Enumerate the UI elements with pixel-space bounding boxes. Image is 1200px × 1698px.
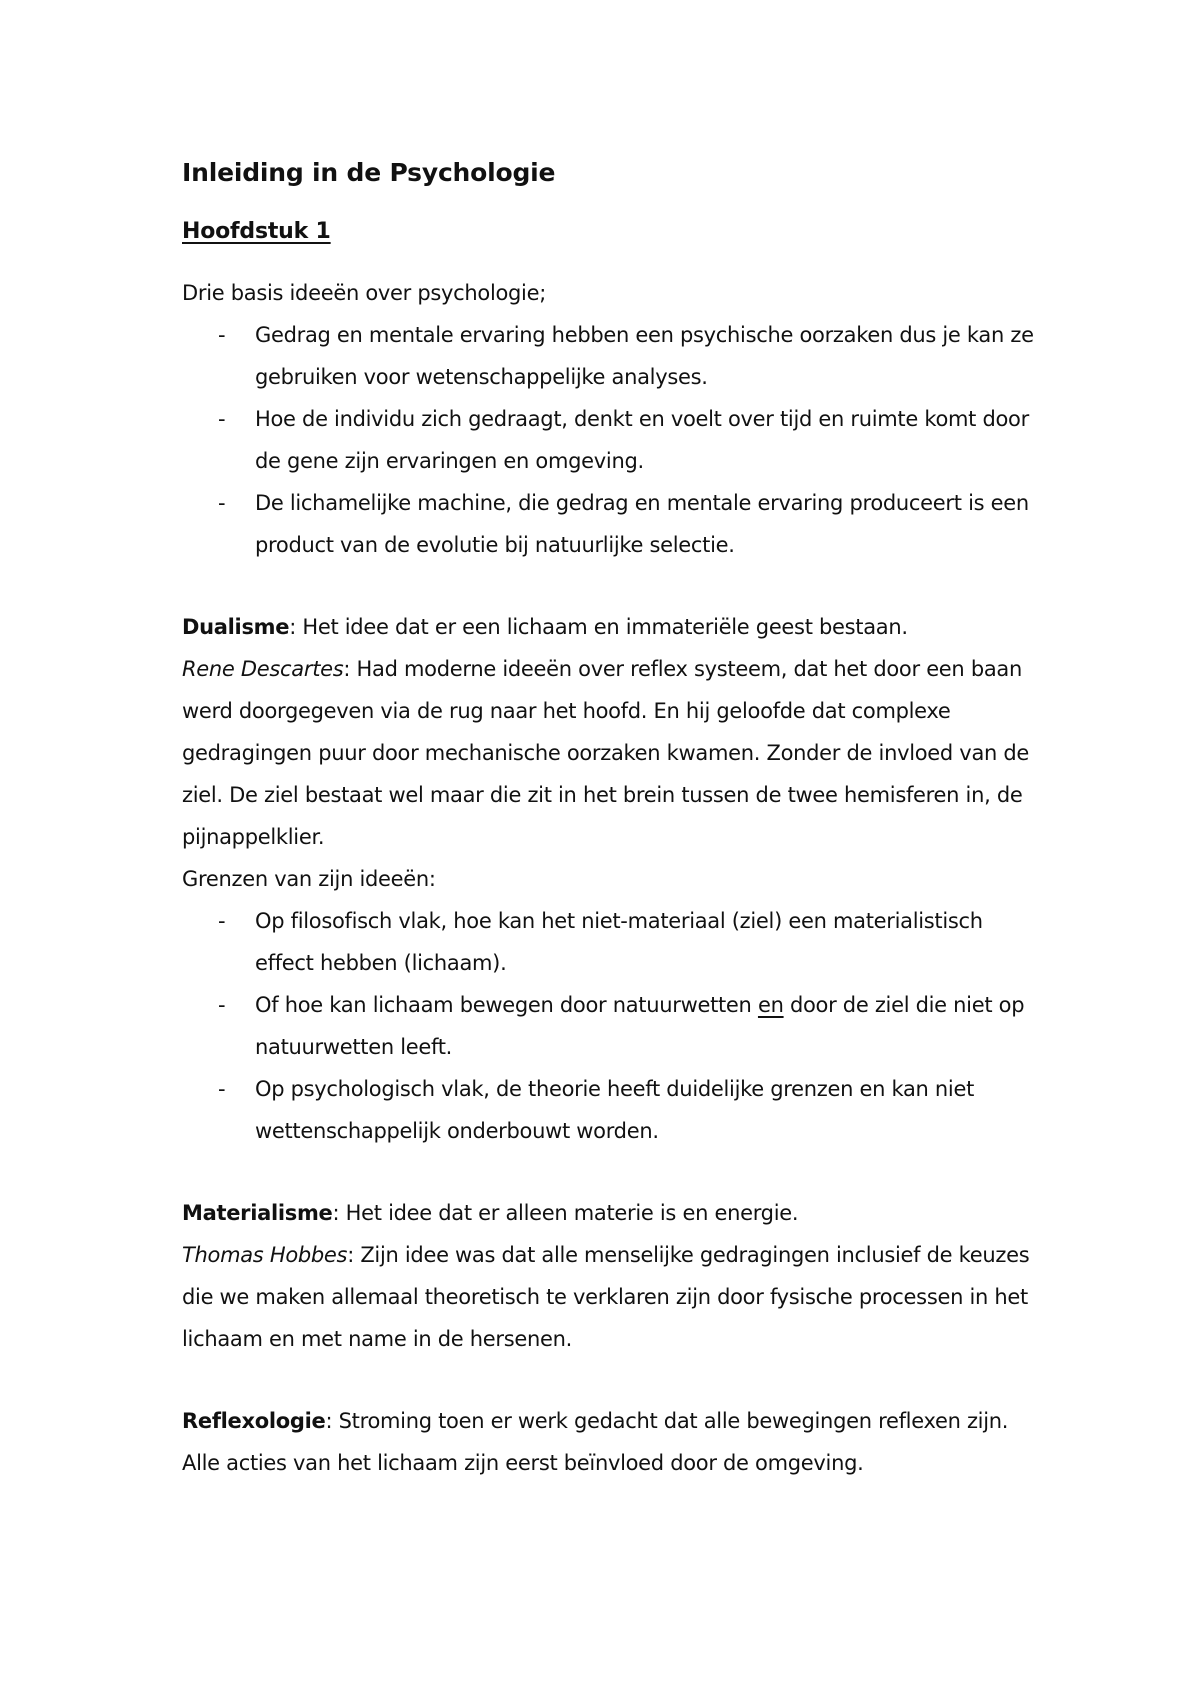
dash-bullet: - [218, 1077, 226, 1101]
term-dualisme: Dualisme [182, 615, 290, 639]
document-content [182, 150, 1042, 1484]
list-item-text: Of hoe kan lichaam bewegen door natuurwetten [255, 993, 758, 1017]
term-reflexologie: Reflexologie [182, 1409, 326, 1433]
materialisme-definition [182, 1192, 1042, 1234]
list-item-text: Op filosofisch vlak, hoe kan het niet-materiaal (ziel) een materialistisch effect hebben (lichaam). [255, 909, 983, 975]
paragraph-text: : Had moderne ideeën over reflex systeem, dat het door een baan werd doorgegeven via de rug naar het hoofd. En hij geloofde dat complexe gedragingen puur door mechanische oorzaken kwamen. Zonder de invloed van de ziel. De ziel bestaat wel maar die zit in het brein tussen de twee hemisferen in, de pijnappelklier. [182, 657, 1030, 849]
list-item [182, 482, 1042, 566]
definition-text: : Het idee dat er alleen materie is en energie. [332, 1201, 799, 1225]
chapter-heading: Hoofdstuk 1 [182, 219, 331, 244]
term-materialisme: Materialisme [182, 1201, 333, 1225]
dash-bullet: - [218, 993, 226, 1017]
list-item [182, 984, 1042, 1068]
definition-text: : Het idee dat er een lichaam en immateriële geest bestaan. [289, 615, 908, 639]
limits-intro: Grenzen van zijn ideeën: [182, 867, 436, 891]
list-item-text: Hoe de individu zich gedraagt, denkt en voelt over tijd en ruimte komt door de gene zijn ervaringen en omgeving. [255, 407, 1029, 473]
list-item-text: door de ziel die niet op natuurwetten leeft. [255, 993, 1025, 1059]
intro-line: Drie basis ideeën over psychologie; [182, 281, 546, 305]
dash-bullet: - [218, 323, 226, 347]
dash-bullet: - [218, 407, 226, 431]
dash-bullet: - [218, 491, 226, 515]
dualisme-definition [182, 606, 1042, 648]
definition-text: : Stroming toen er werk gedacht dat alle bewegingen reflexen zijn. Alle acties van het lichaam zijn eerst beïnvloed door de omgeving. [182, 1409, 1009, 1475]
underlined-word: en [757, 993, 784, 1017]
list-item [182, 900, 1042, 984]
limits-list [182, 900, 1042, 1152]
reflexologie-definition [182, 1400, 1042, 1484]
person-hobbes: Thomas Hobbes [182, 1243, 348, 1267]
list-item-text: Gedrag en mentale ervaring hebben een psychische oorzaken dus je kan ze gebruiken voor wetenschappelijke analyses. [255, 323, 1034, 389]
list-item-text: De lichamelijke machine, die gedrag en mentale ervaring produceert is een product van de evolutie bij natuurlijke selectie. [255, 491, 1029, 557]
list-item [182, 1068, 1042, 1152]
paragraph-text: : Zijn idee was dat alle menselijke gedragingen inclusief de keuzes die we maken allemaal theoretisch te verklaren zijn door fysische processen in het lichaam en met name in de hersenen. [182, 1243, 1030, 1351]
document-title: Inleiding in de Psychologie [182, 158, 556, 187]
dash-bullet: - [218, 909, 226, 933]
person-descartes: Rene Descartes [182, 657, 344, 681]
list-item-text: Op psychologisch vlak, de theorie heeft duidelijke grenzen en kan niet wettenschappelijk onderbouwt worden. [255, 1077, 975, 1143]
descartes-paragraph [182, 648, 1042, 858]
hobbes-paragraph [182, 1234, 1042, 1360]
list-item [182, 398, 1042, 482]
list-item [182, 314, 1042, 398]
basis-ideas-list [182, 314, 1042, 566]
